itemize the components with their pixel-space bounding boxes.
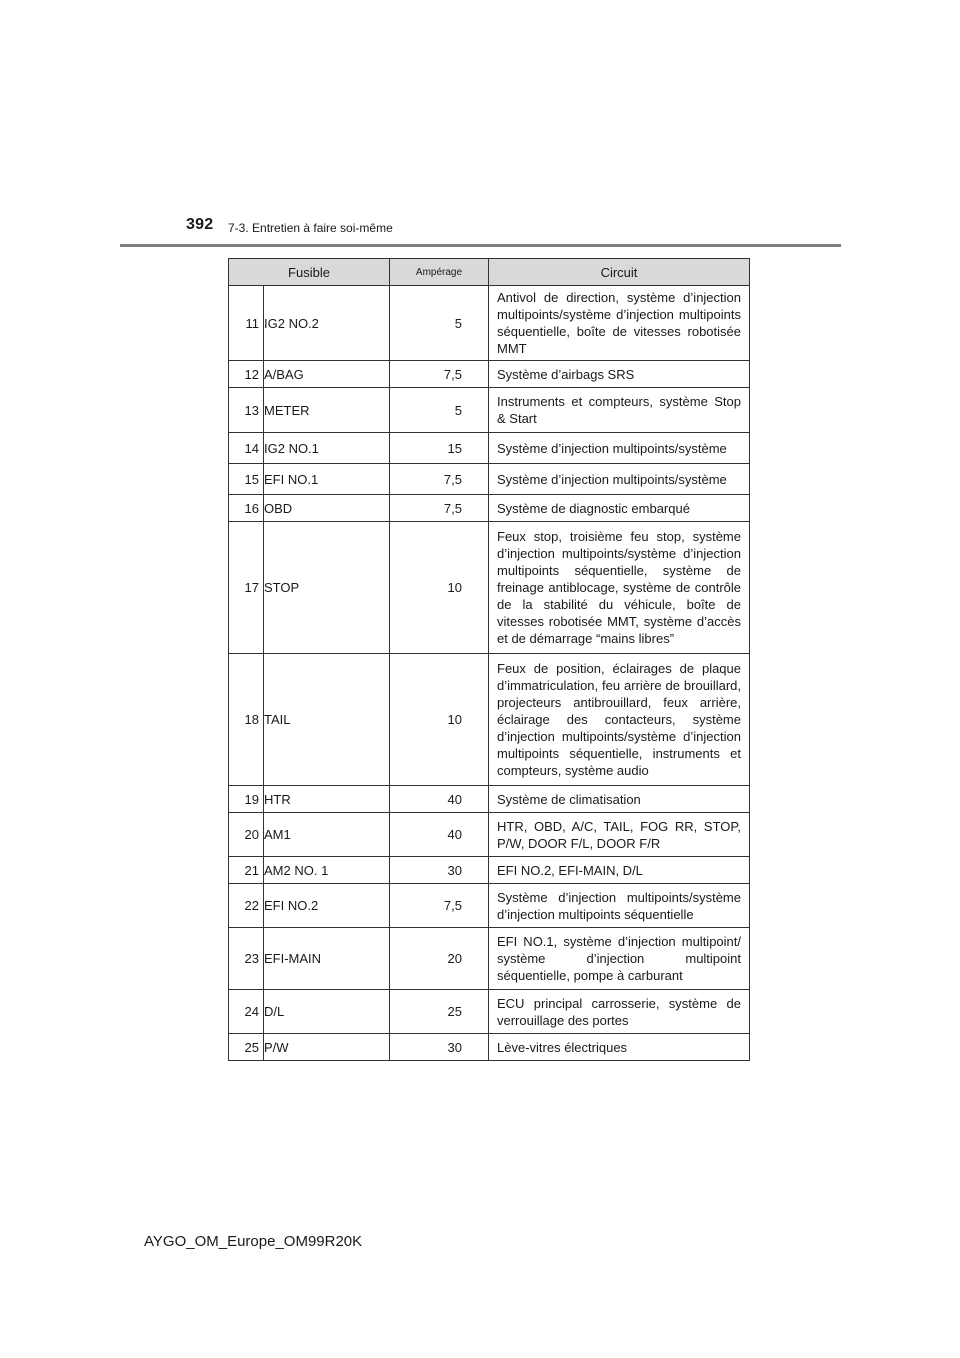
fuse-circuit: Système d’injection multipoints/système [489,433,750,464]
fuse-circuit: EFI NO.1, système d’injection multipoint/ système d’injection multipoint séquentielle, pompe à carburant [489,928,750,990]
fuse-number: 17 [229,522,264,654]
fuse-name: EFI-MAIN [264,928,390,990]
fuse-number: 16 [229,495,264,522]
table-row [229,990,750,1034]
fuse-amperage: 7,5 [390,884,489,928]
fuse-number: 19 [229,786,264,813]
fuse-name: OBD [264,495,390,522]
table-row [229,522,750,654]
fuse-amperage: 20 [390,928,489,990]
fuse-number: 12 [229,361,264,388]
fuse-number: 23 [229,928,264,990]
fuse-table [228,258,750,1061]
column-header-fuse: Fusible [229,259,390,286]
fuse-amperage: 15 [390,433,489,464]
fuse-number: 11 [229,286,264,361]
table-row [229,495,750,522]
table-header-row [229,259,750,286]
fuse-amperage: 5 [390,388,489,433]
fuse-amperage: 40 [390,813,489,857]
fuse-number: 24 [229,990,264,1034]
table-row [229,813,750,857]
fuse-circuit: Système d’injection multipoints/système [489,464,750,495]
fuse-name: A/BAG [264,361,390,388]
table-row [229,361,750,388]
fuse-circuit: Feux de position, éclairages de plaque d’immatriculation, feu arrière de brouillard, projecteurs antibrouillard, feux arrière, éclairage des contacteurs, système d’injection multipoints/système d’injection multipoints séquentielle, instruments et compteurs, système audio [489,654,750,786]
fuse-name: IG2 NO.2 [264,286,390,361]
fuse-number: 21 [229,857,264,884]
fuse-number: 15 [229,464,264,495]
column-header-circuit: Circuit [489,259,750,286]
table-row [229,388,750,433]
column-header-amperage: Ampérage [390,259,489,286]
fuse-name: IG2 NO.1 [264,433,390,464]
table-row [229,433,750,464]
fuse-number: 22 [229,884,264,928]
table-row [229,654,750,786]
fuse-name: HTR [264,786,390,813]
fuse-amperage: 10 [390,522,489,654]
fuse-amperage: 30 [390,1034,489,1061]
fuse-amperage: 25 [390,990,489,1034]
fuse-circuit: Système de diagnostic embarqué [489,495,750,522]
fuse-circuit: Feux stop, troisième feu stop, système d’injection multipoints/système d’injection multipoints séquentielle, système de freinage antiblocage, système de contrôle de la stabilité du véhicule, boîte de vitesses robotisée MMT, système d’accès et de démarrage “mains libres” [489,522,750,654]
table-row [229,286,750,361]
fuse-circuit: Instruments et compteurs, système Stop & Start [489,388,750,433]
table-row [229,464,750,495]
fuse-name: EFI NO.2 [264,884,390,928]
page-number: 392 [186,216,214,233]
fuse-circuit: Antivol de direction, système d’injection multipoints/système d’injection multipoints séquentielle, boîte de vitesses robotisée MMT [489,286,750,361]
table-row [229,928,750,990]
table-row [229,857,750,884]
fuse-circuit: Système de climatisation [489,786,750,813]
fuse-number: 25 [229,1034,264,1061]
fuse-circuit: Système d’airbags SRS [489,361,750,388]
fuse-circuit: Système d’injection multipoints/système d’injection multipoints séquentielle [489,884,750,928]
fuse-number: 13 [229,388,264,433]
fuse-name: AM1 [264,813,390,857]
fuse-name: AM2 NO. 1 [264,857,390,884]
fuse-circuit: EFI NO.2, EFI-MAIN, D/L [489,857,750,884]
fuse-number: 18 [229,654,264,786]
fuse-name: D/L [264,990,390,1034]
fuse-number: 14 [229,433,264,464]
fuse-amperage: 7,5 [390,361,489,388]
fuse-name: EFI NO.1 [264,464,390,495]
fuse-circuit: Lève-vitres électriques [489,1034,750,1061]
fuse-circuit: ECU principal carrosserie, système de verrouillage des portes [489,990,750,1034]
fuse-amperage: 5 [390,286,489,361]
fuse-amperage: 30 [390,857,489,884]
fuse-amperage: 10 [390,654,489,786]
fuse-name: TAIL [264,654,390,786]
fuse-amperage: 7,5 [390,495,489,522]
document-code: AYGO_OM_Europe_OM99R20K [144,1233,363,1250]
fuse-circuit: HTR, OBD, A/C, TAIL, FOG RR, STOP, P/W, DOOR F/L, DOOR F/R [489,813,750,857]
section-title: 7-3. Entretien à faire soi-même [228,221,393,235]
fuse-name: P/W [264,1034,390,1061]
fuse-name: STOP [264,522,390,654]
table-row [229,884,750,928]
fuse-number: 20 [229,813,264,857]
fuse-amperage: 7,5 [390,464,489,495]
table-row [229,786,750,813]
fuse-name: METER [264,388,390,433]
table-row [229,1034,750,1061]
fuse-amperage: 40 [390,786,489,813]
header-rule [120,244,841,247]
